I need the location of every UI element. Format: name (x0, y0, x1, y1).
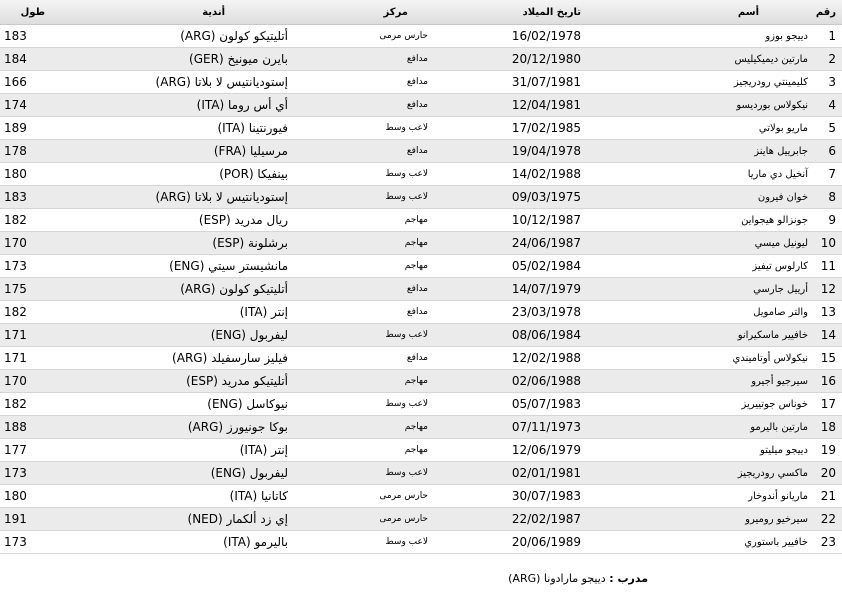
cell-number: 15 (814, 347, 842, 370)
cell-club: ليفربول (ENG) (45, 462, 290, 485)
cell-height: 170 (0, 232, 45, 255)
cell-name: كليمينتي رودريجيز (589, 71, 814, 94)
cell-position: مدافع (290, 140, 458, 163)
cell-height: 188 (0, 416, 45, 439)
cell-number: 11 (814, 255, 842, 278)
cell-height: 182 (0, 393, 45, 416)
cell-height: 180 (0, 485, 45, 508)
cell-club: أتليتيكو مدريد (ESP) (45, 370, 290, 393)
cell-position: مدافع (290, 94, 458, 117)
cell-position: مدافع (290, 48, 458, 71)
cell-club: إنتر (ITA) (45, 439, 290, 462)
cell-name: أرييل جارسي (589, 278, 814, 301)
cell-height: 182 (0, 301, 45, 324)
cell-number: 2 (814, 48, 842, 71)
cell-name: كارلوس تيفيز (589, 255, 814, 278)
column-header-birthdate: تاريخ الميلاد (458, 0, 589, 25)
cell-height: 180 (0, 163, 45, 186)
cell-name: آنخيل دي ماريا (589, 163, 814, 186)
cell-club: نيوكاسل (ENG) (45, 393, 290, 416)
cell-position: حارس مرمى (290, 485, 458, 508)
cell-birthdate: 30/07/1983 (458, 485, 589, 508)
cell-club: أي أس روما (ITA) (45, 94, 290, 117)
table-row (0, 439, 842, 462)
cell-height: 174 (0, 94, 45, 117)
cell-number: 1 (814, 25, 842, 48)
table-row (0, 48, 842, 71)
cell-position: حارس مرمى (290, 508, 458, 531)
cell-name: خوناس جوتييريز (589, 393, 814, 416)
cell-number: 17 (814, 393, 842, 416)
cell-club: إستوديانتيس لا بلاتا (ARG) (45, 71, 290, 94)
cell-birthdate: 02/01/1981 (458, 462, 589, 485)
cell-number: 6 (814, 140, 842, 163)
cell-position: مدافع (290, 278, 458, 301)
cell-birthdate: 20/06/1989 (458, 531, 589, 554)
cell-birthdate: 05/02/1984 (458, 255, 589, 278)
cell-birthdate: 17/02/1985 (458, 117, 589, 140)
cell-number: 18 (814, 416, 842, 439)
cell-name: دييجو بوزو (589, 25, 814, 48)
table-header (0, 0, 842, 25)
cell-height: 183 (0, 25, 45, 48)
cell-height: 191 (0, 508, 45, 531)
cell-position: لاعب وسط (290, 324, 458, 347)
table-row (0, 209, 842, 232)
cell-position: مهاجم (290, 232, 458, 255)
cell-club: مانشيستر سيتي (ENG) (45, 255, 290, 278)
cell-position: مهاجم (290, 255, 458, 278)
cell-club: كاتانيا (ITA) (45, 485, 290, 508)
column-header-height: طول (0, 0, 45, 25)
table-row (0, 25, 842, 48)
cell-club: باليرمو (ITA) (45, 531, 290, 554)
cell-height: 173 (0, 462, 45, 485)
coach-label: مدرب : (609, 572, 648, 585)
cell-name: مارتين ديميكيليس (589, 48, 814, 71)
cell-height: 166 (0, 71, 45, 94)
cell-club: ريال مدريد (ESP) (45, 209, 290, 232)
cell-club: فيليز سارسفيلد (ARG) (45, 347, 290, 370)
cell-club: فيورنتينا (ITA) (45, 117, 290, 140)
cell-birthdate: 08/06/1984 (458, 324, 589, 347)
cell-club: إي زد ألكمار (NED) (45, 508, 290, 531)
cell-club: بايرن ميونيخ (GER) (45, 48, 290, 71)
cell-name: ليونيل ميسي (589, 232, 814, 255)
table-row (0, 232, 842, 255)
cell-number: 10 (814, 232, 842, 255)
cell-position: لاعب وسط (290, 117, 458, 140)
cell-height: 173 (0, 531, 45, 554)
cell-name: سيرجيو أجيرو (589, 370, 814, 393)
table-row (0, 140, 842, 163)
cell-number: 7 (814, 163, 842, 186)
cell-position: لاعب وسط (290, 531, 458, 554)
table-row (0, 71, 842, 94)
cell-number: 22 (814, 508, 842, 531)
cell-height: 173 (0, 255, 45, 278)
cell-number: 14 (814, 324, 842, 347)
cell-number: 4 (814, 94, 842, 117)
table-row (0, 347, 842, 370)
table-row (0, 370, 842, 393)
column-header-number: رقم (814, 0, 842, 25)
cell-height: 178 (0, 140, 45, 163)
cell-height: 183 (0, 186, 45, 209)
cell-position: مهاجم (290, 439, 458, 462)
cell-height: 171 (0, 324, 45, 347)
cell-name: نيكولاس بورديسو (589, 94, 814, 117)
table-row (0, 462, 842, 485)
table-row (0, 117, 842, 140)
cell-birthdate: 12/04/1981 (458, 94, 589, 117)
cell-club: مرسيليا (FRA) (45, 140, 290, 163)
cell-number: 20 (814, 462, 842, 485)
table-row (0, 508, 842, 531)
cell-number: 13 (814, 301, 842, 324)
header-row (0, 0, 842, 25)
cell-club: أتليتيكو كولون (ARG) (45, 278, 290, 301)
cell-birthdate: 10/12/1987 (458, 209, 589, 232)
cell-club: برشلونة (ESP) (45, 232, 290, 255)
cell-club: بوكا جونيورز (ARG) (45, 416, 290, 439)
cell-position: لاعب وسط (290, 393, 458, 416)
cell-number: 3 (814, 71, 842, 94)
cell-name: مارتين باليرمو (589, 416, 814, 439)
cell-position: مهاجم (290, 416, 458, 439)
cell-number: 5 (814, 117, 842, 140)
cell-birthdate: 31/07/1981 (458, 71, 589, 94)
table-row (0, 278, 842, 301)
cell-name: ماريو بولاتي (589, 117, 814, 140)
table-row (0, 94, 842, 117)
cell-position: مدافع (290, 347, 458, 370)
table-row (0, 485, 842, 508)
cell-name: خافيير ماسكيرانو (589, 324, 814, 347)
cell-position: لاعب وسط (290, 186, 458, 209)
cell-name: جابرييل هاينز (589, 140, 814, 163)
cell-birthdate: 12/06/1979 (458, 439, 589, 462)
cell-birthdate: 12/02/1988 (458, 347, 589, 370)
cell-birthdate: 16/02/1978 (458, 25, 589, 48)
cell-number: 16 (814, 370, 842, 393)
cell-height: 170 (0, 370, 45, 393)
cell-birthdate: 09/03/1975 (458, 186, 589, 209)
cell-number: 12 (814, 278, 842, 301)
cell-number: 8 (814, 186, 842, 209)
cell-name: ماريانو أندوخار (589, 485, 814, 508)
coach-value: دييجو مارادونا (ARG) (508, 572, 606, 585)
cell-position: حارس مرمى (290, 25, 458, 48)
cell-birthdate: 05/07/1983 (458, 393, 589, 416)
cell-position: مدافع (290, 301, 458, 324)
cell-name: والتر صامويل (589, 301, 814, 324)
cell-name: ماكسي رودريجيز (589, 462, 814, 485)
table-row (0, 301, 842, 324)
cell-club: أتليتيكو كولون (ARG) (45, 25, 290, 48)
cell-birthdate: 24/06/1987 (458, 232, 589, 255)
cell-number: 19 (814, 439, 842, 462)
cell-position: لاعب وسط (290, 462, 458, 485)
table-row (0, 416, 842, 439)
cell-name: خوان فيرون (589, 186, 814, 209)
cell-club: ليفربول (ENG) (45, 324, 290, 347)
cell-position: مدافع (290, 71, 458, 94)
cell-birthdate: 14/07/1979 (458, 278, 589, 301)
table-row (0, 186, 842, 209)
coach-line (508, 572, 648, 585)
cell-birthdate: 22/02/1987 (458, 508, 589, 531)
cell-number: 21 (814, 485, 842, 508)
cell-club: إنتر (ITA) (45, 301, 290, 324)
cell-name: جونزالو هيجواين (589, 209, 814, 232)
cell-birthdate: 20/12/1980 (458, 48, 589, 71)
cell-name: دييجو ميليتو (589, 439, 814, 462)
table-row (0, 163, 842, 186)
cell-position: لاعب وسط (290, 163, 458, 186)
cell-club: بينفيكا (POR) (45, 163, 290, 186)
table-row (0, 255, 842, 278)
cell-birthdate: 02/06/1988 (458, 370, 589, 393)
cell-height: 177 (0, 439, 45, 462)
cell-height: 182 (0, 209, 45, 232)
table-row (0, 324, 842, 347)
cell-number: 9 (814, 209, 842, 232)
cell-height: 175 (0, 278, 45, 301)
cell-birthdate: 23/03/1978 (458, 301, 589, 324)
column-header-club: أندية (45, 0, 290, 25)
cell-birthdate: 14/02/1988 (458, 163, 589, 186)
table-row (0, 531, 842, 554)
cell-height: 189 (0, 117, 45, 140)
table-row (0, 393, 842, 416)
cell-position: مهاجم (290, 209, 458, 232)
cell-name: خافيير باستوري (589, 531, 814, 554)
column-header-name: أسم (589, 0, 814, 25)
cell-name: نيكولاس أوتاميندي (589, 347, 814, 370)
cell-birthdate: 19/04/1978 (458, 140, 589, 163)
column-header-position: مركز (290, 0, 458, 25)
table-body (0, 25, 842, 554)
cell-number: 23 (814, 531, 842, 554)
cell-position: مهاجم (290, 370, 458, 393)
cell-name: سيرخيو روميرو (589, 508, 814, 531)
cell-club: إستوديانتيس لا بلاتا (ARG) (45, 186, 290, 209)
cell-height: 171 (0, 347, 45, 370)
cell-birthdate: 07/11/1973 (458, 416, 589, 439)
cell-height: 184 (0, 48, 45, 71)
